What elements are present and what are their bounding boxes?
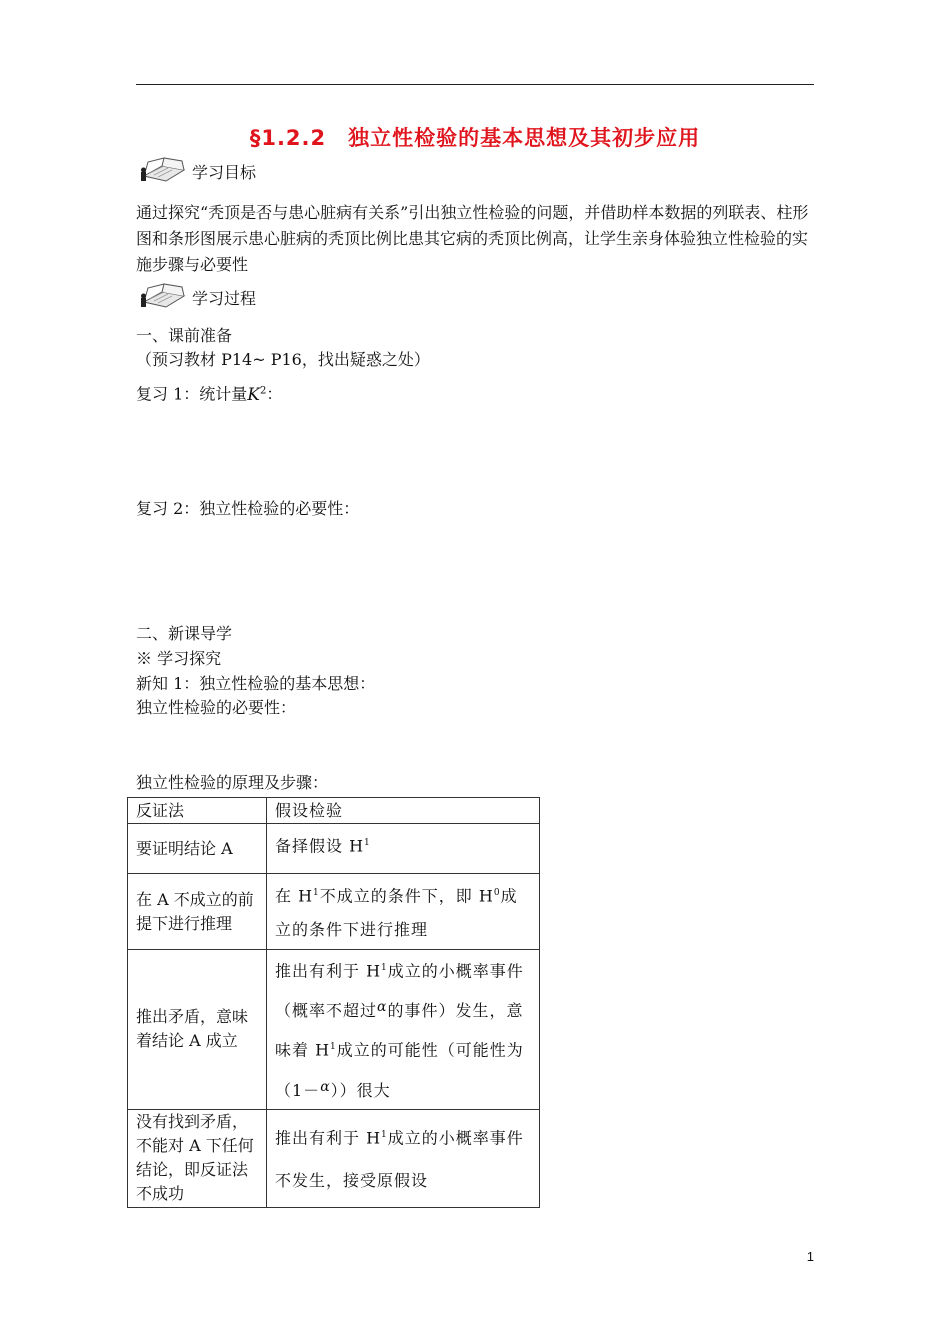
part2-heading: 二、新课导学 [136, 624, 233, 643]
open-book-icon [140, 280, 188, 310]
k2-symbol: $K^2$ [247, 384, 267, 405]
principle-line: 独立性检验的原理及步骤： [136, 773, 329, 792]
review-1-suffix: ： [266, 384, 283, 404]
section-goals-label: 学习目标 [192, 163, 257, 182]
table-cell: 在 $H^1$不成立的条件下，即 $H^0$成立的条件下进行推理 [267, 874, 540, 950]
table-cell: 要证明结论 A [128, 824, 267, 874]
table-header-left: 反证法 [128, 798, 267, 824]
table-cell: 推出有利于 $H^1$成立的小概率事件（概率不超过α的事件）发生，意味着 $H^1$成立的可能性（可能性为（1－α））很大 [267, 950, 540, 1110]
table-header-right: 假设检验 [267, 798, 540, 824]
preview-note: （预习教材 P14~ P16，找出疑惑之处） [136, 350, 430, 369]
table-cell: 推出矛盾，意味着结论 A 成立 [128, 950, 267, 1110]
necessity-line: 独立性检验的必要性： [136, 698, 297, 717]
table-row [128, 824, 540, 874]
table-row [128, 874, 540, 950]
review-1-prefix: 复习 1：统计量 [136, 384, 248, 404]
goals-text: 通过探究“秃顶是否与患心脏病有关系”引出独立性检验的问题，并借助样本数据的列联表、柱形图和条形图展示患心脏病的秃顶比例比患其它病的秃顶比例高，让学生亲身体验独立性检验的实施步骤与必要性 [136, 203, 809, 274]
table-cell: 推出有利于 $H^1$成立的小概率事件不发生，接受原假设 [267, 1109, 540, 1207]
principle-table [127, 797, 540, 1208]
table-row [128, 798, 540, 824]
table-row [128, 950, 540, 1110]
table-row [128, 1109, 540, 1207]
table-cell: 在 A 不成立的前提下进行推理 [128, 874, 267, 950]
table-cell: 备择假设 $H^1$ [267, 824, 540, 874]
review-2: 复习 2：独立性检验的必要性： [136, 499, 360, 518]
alpha-symbol: α [320, 1078, 331, 1095]
open-book-icon [140, 154, 188, 184]
part1-heading: 一、课前准备 [136, 326, 233, 345]
review-1 [136, 379, 282, 407]
page-number: 1 [806, 1249, 814, 1264]
header-rule [136, 84, 814, 85]
section-process-label: 学习过程 [192, 289, 257, 308]
page-title: §1.2.2 独立性检验的基本思想及其初步应用 [249, 126, 701, 150]
explore-heading: ※ 学习探究 [136, 649, 222, 668]
new-knowledge-1: 新知 1：独立性检验的基本思想： [136, 674, 376, 693]
table-cell: 没有找到矛盾，不能对 A 下任何结论，即反证法不成功 [128, 1109, 267, 1207]
alpha-symbol: α [377, 999, 388, 1016]
